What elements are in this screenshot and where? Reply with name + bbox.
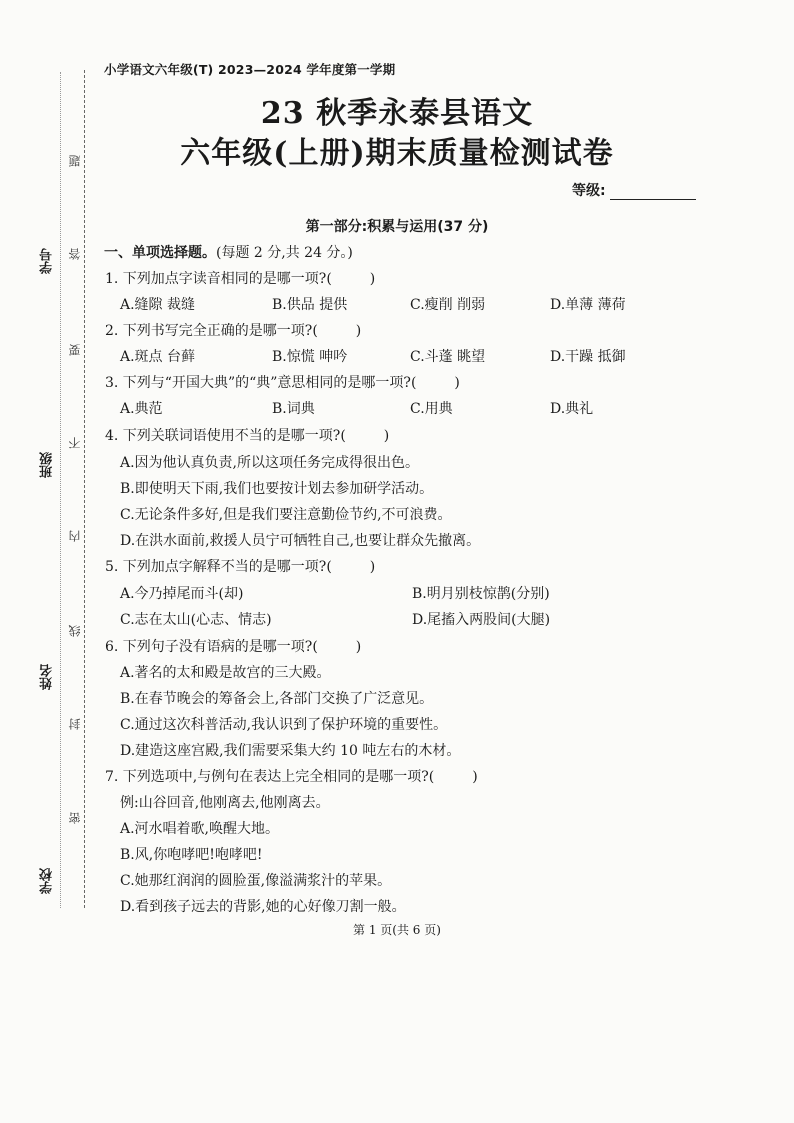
example-sentence: 例:山谷回音,他刚离去,他刚离去。: [120, 795, 330, 811]
option-d[interactable]: D.单薄 薄荷: [550, 297, 626, 313]
seal-char: 线: [68, 625, 82, 637]
binding-margin-dashed: [84, 70, 85, 908]
exam-title-line2: 六年级(上册)期末质量检测试卷: [180, 136, 614, 171]
section-title: 一、单项选择题。: [104, 245, 216, 261]
option-d[interactable]: D.典礼: [550, 401, 594, 417]
seal-char: 答: [68, 248, 82, 260]
question-stem: 6. 下列句子没有语病的是哪一项?(: [105, 639, 318, 655]
seal-char: 密: [68, 812, 82, 824]
option-a[interactable]: A.今乃掉尾而斗(却): [120, 586, 244, 602]
option-d[interactable]: D.在洪水面前,救援人员宁可牺牲自己,也要让群众先撤离。: [120, 533, 481, 549]
question-5: [105, 556, 375, 576]
option-b[interactable]: B.风,你咆哮吧!咆哮吧!: [120, 847, 263, 863]
option-b[interactable]: B.词典: [272, 401, 315, 417]
option-c[interactable]: C.瘦削 削弱: [410, 297, 486, 313]
option-d[interactable]: D.看到孩子远去的背影,她的心好像刀割一般。: [120, 899, 406, 915]
name-label: 姓名: [40, 664, 55, 690]
question-close: ): [454, 375, 460, 391]
option-a[interactable]: A.河水唱着歌,唤醒大地。: [120, 821, 280, 837]
grade-blank[interactable]: [610, 185, 696, 200]
q5-options-row1: [120, 583, 680, 603]
seal-char: 封: [68, 718, 82, 730]
question-2: [105, 320, 361, 340]
option-c[interactable]: C.用典: [410, 401, 453, 417]
question-stem: 1. 下列加点字读音相同的是哪一项?(: [105, 271, 332, 287]
section-note: (每题 2 分,共 24 分。): [216, 245, 353, 261]
question-4: [105, 425, 389, 445]
question-close: ): [355, 323, 362, 339]
option-a[interactable]: A.典范: [120, 401, 163, 417]
option-c[interactable]: C.她那红润润的圆脸蛋,像溢满浆汁的苹果。: [120, 873, 392, 889]
option-d[interactable]: D.尾搐入两股间(大腿): [412, 612, 551, 628]
option-c[interactable]: C.无论条件多好,但是我们要注意勤俭节约,不可浪费。: [120, 507, 452, 523]
school-label: 学校: [40, 868, 55, 894]
option-a[interactable]: A.斑点 台藓: [120, 349, 196, 365]
question-stem: 2. 下列书写完全正确的是哪一项?(: [105, 323, 318, 339]
option-b[interactable]: B.供品 提供: [272, 297, 348, 313]
seal-char: 题: [68, 155, 82, 167]
option-b[interactable]: B.即使明天下雨,我们也要按计划去参加研学活动。: [120, 481, 434, 497]
question-stem: 5. 下列加点字解释不当的是哪一项?(: [105, 559, 332, 575]
q5-options-row2: [120, 609, 680, 629]
q1-options: [120, 294, 680, 314]
option-a[interactable]: A.因为他认真负责,所以这项任务完成得很出色。: [120, 455, 420, 471]
page-number: 第 1 页(共 6 页): [353, 923, 441, 937]
option-c[interactable]: C.斗蓬 眺望: [410, 349, 486, 365]
section-heading: [104, 242, 353, 262]
part-heading: [0, 216, 794, 236]
option-c[interactable]: C.志在太山(心志、情志): [120, 612, 272, 628]
class-label: 班级: [40, 452, 55, 478]
seal-char: 不: [68, 437, 82, 449]
question-close: ): [369, 271, 376, 287]
grade-field: [572, 180, 696, 200]
option-b[interactable]: B.在春节晚会的筹备会上,各部门交换了广泛意见。: [120, 691, 434, 707]
question-1: [105, 268, 375, 288]
option-c[interactable]: C.通过这次科普活动,我认识到了保护环境的重要性。: [120, 717, 448, 733]
question-6: [105, 636, 361, 656]
question-stem: 7. 下列选项中,与例句在表达上完全相同的是哪一项?(: [105, 769, 435, 785]
option-a[interactable]: A.著名的太和殿是故宫的三大殿。: [120, 665, 331, 681]
option-d[interactable]: D.建造这座宫殿,我们需要采集大约 10 吨左右的木材。: [120, 743, 461, 759]
question-close: ): [383, 428, 390, 444]
binding-margin-dotted: [60, 72, 61, 908]
option-a[interactable]: A.缝隙 裁缝: [120, 297, 196, 313]
question-stem: 3. 下列与“开国大典”的“典”意思相同的是哪一项?(: [105, 375, 417, 391]
q3-options: [120, 398, 680, 418]
seal-char: 内: [68, 530, 82, 542]
question-close: ): [369, 559, 376, 575]
option-b[interactable]: B.明月别枝惊鹊(分别): [412, 586, 550, 602]
question-close: ): [355, 639, 362, 655]
exam-title-line1: 23 秋季永泰县语文: [260, 96, 534, 131]
option-d[interactable]: D.干躁 抵御: [550, 349, 626, 365]
q2-options: [120, 346, 680, 366]
grade-label: 等级:: [572, 183, 606, 199]
part-title: 第一部分:积累与运用(37 分): [305, 219, 489, 235]
question-close: ): [472, 769, 478, 785]
seal-char: 要: [68, 344, 82, 356]
question-7: [105, 766, 478, 786]
series-header: 小学语文六年级(T) 2023—2024 学年度第一学期: [104, 62, 396, 77]
question-3: [105, 372, 460, 392]
student-id-label: 学号: [40, 248, 55, 274]
option-b[interactable]: B.惊慌 呻吟: [272, 349, 348, 365]
question-stem: 4. 下列关联词语使用不当的是哪一项?(: [105, 428, 346, 444]
